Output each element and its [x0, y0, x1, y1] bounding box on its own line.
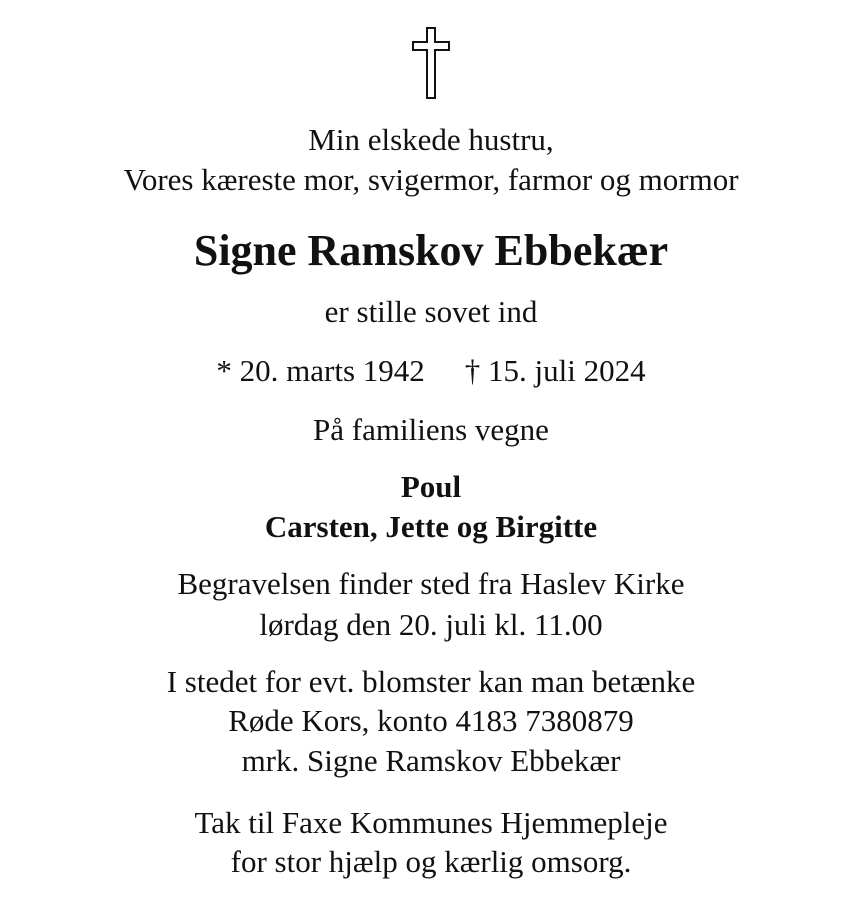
on-behalf-text: På familiens vegne [313, 412, 549, 447]
intro-line-2: Vores kæreste mor, svigermor, farmor og mormor [123, 162, 739, 197]
cross-symbol [0, 26, 862, 102]
thanks-line-1: Tak til Faxe Kommunes Hjemmepleje [194, 805, 668, 840]
family-line-1: Poul [400, 469, 462, 504]
death-date: † 15. juli 2024 [464, 353, 646, 388]
life-dates [0, 353, 862, 389]
donation-line-3: mrk. Signe Ramskov Ebbekær [241, 743, 621, 778]
funeral-line-1: Begravelsen finder sted fra Haslev Kirke [177, 566, 685, 601]
funeral-line-2: lørdag den 20. juli kl. 11.00 [259, 607, 603, 642]
birth-date: * 20. marts 1942 [216, 353, 425, 388]
passed-text: er stille sovet ind [324, 294, 538, 329]
cross-icon [409, 26, 453, 102]
thanks-line-2: for stor hjælp og kærlig omsorg. [230, 844, 632, 879]
family-line-2: Carsten, Jette og Birgitte [264, 509, 598, 544]
donation-line-2: Røde Kors, konto 4183 7380879 [228, 703, 634, 738]
intro-line-1: Min elskede hustru, [308, 122, 554, 157]
deceased-name: Signe Ramskov Ebbekær [193, 226, 669, 275]
donation-line-1: I stedet for evt. blomster kan man betænke [166, 664, 696, 699]
